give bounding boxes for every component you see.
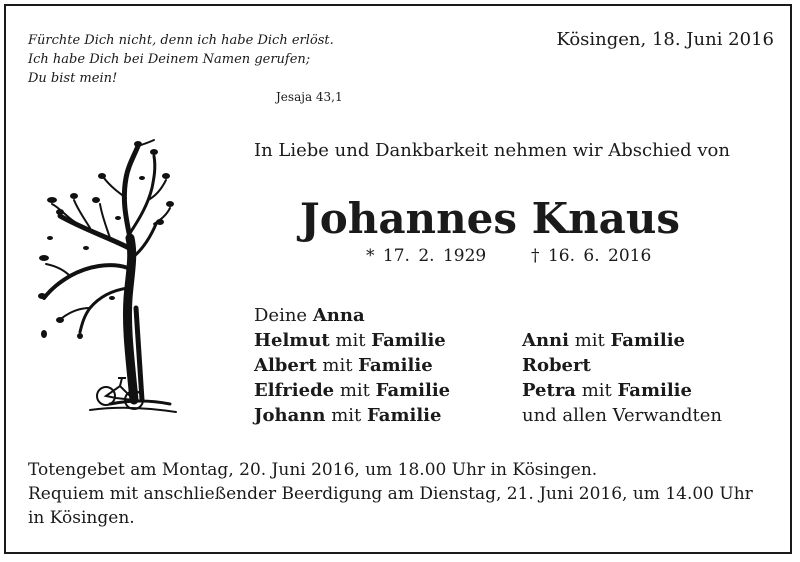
place-date: Kösingen, 18. Juni 2016 bbox=[556, 29, 774, 50]
mourner-line bbox=[254, 378, 450, 403]
mourner-family: Familie bbox=[358, 355, 433, 376]
birth-symbol: * bbox=[366, 246, 375, 266]
mourner-name: Anni bbox=[522, 330, 569, 351]
mourner-line bbox=[522, 328, 722, 353]
mourner-connector: mit bbox=[331, 405, 362, 426]
service-line-3: in Kösingen. bbox=[28, 508, 135, 528]
service-details bbox=[28, 458, 753, 530]
mourner-family: Familie bbox=[610, 330, 685, 351]
death-symbol: † bbox=[531, 246, 540, 266]
mourner-family: Familie bbox=[617, 380, 692, 401]
mourner-family: Familie bbox=[371, 330, 446, 351]
mourner-line bbox=[254, 403, 450, 428]
verse-line-1: Fürchte Dich nicht, denn ich habe Dich erlöst. bbox=[28, 33, 334, 48]
verse-line-3: Du bist mein! bbox=[28, 71, 118, 86]
mourner-connector: mit bbox=[574, 330, 605, 351]
mourner-prefix: Deine bbox=[254, 305, 308, 326]
mourner-connector: mit bbox=[339, 380, 370, 401]
intro-text: In Liebe und Dankbarkeit nehmen wir Abschied von bbox=[254, 140, 730, 161]
verse-line-2: Ich habe Dich bei Deinem Namen gerufen; bbox=[28, 52, 311, 67]
service-line-2: Requiem mit anschließender Beerdigung am Dienstag, 21. Juni 2016, um 14.00 Uhr bbox=[28, 484, 753, 504]
mourner-line bbox=[254, 328, 450, 353]
deceased-name: Johannes Knaus bbox=[299, 194, 681, 243]
mourner-line bbox=[522, 378, 722, 403]
mourner-name: Johann bbox=[254, 405, 326, 426]
mourner-connector: mit bbox=[581, 380, 612, 401]
life-dates bbox=[366, 246, 651, 266]
birth-date: 17. 2. 1929 bbox=[382, 246, 487, 266]
mourner-connector: mit bbox=[335, 330, 366, 351]
mourner-line bbox=[522, 353, 722, 378]
bible-verse bbox=[28, 31, 334, 88]
service-line-1: Totengebet am Montag, 20. Juni 2016, um 18.00 Uhr in Kösingen. bbox=[28, 460, 598, 480]
verse-reference: Jesaja 43,1 bbox=[276, 90, 343, 104]
mourner-family: Familie bbox=[366, 405, 442, 426]
mourner-relatives: und allen Verwandten bbox=[522, 405, 722, 426]
mourner-name: Anna bbox=[312, 305, 365, 326]
mourner-name: Petra bbox=[522, 380, 576, 401]
mourner-name: Robert bbox=[522, 355, 591, 376]
mourner-name: Albert bbox=[254, 355, 317, 376]
mourner-line bbox=[254, 353, 450, 378]
mourner-name: Elfriede bbox=[254, 380, 335, 401]
mourners-left-column bbox=[254, 303, 450, 428]
mourner-line bbox=[254, 303, 450, 328]
mourners-right-column bbox=[522, 328, 722, 428]
mourner-connector: mit bbox=[322, 355, 353, 376]
mourner-name: Helmut bbox=[254, 330, 330, 351]
death-date: 16. 6. 2016 bbox=[547, 246, 652, 266]
tree-with-bicycle-illustration bbox=[30, 138, 178, 428]
mourner-line bbox=[522, 403, 722, 428]
mourner-family: Familie bbox=[375, 380, 451, 401]
